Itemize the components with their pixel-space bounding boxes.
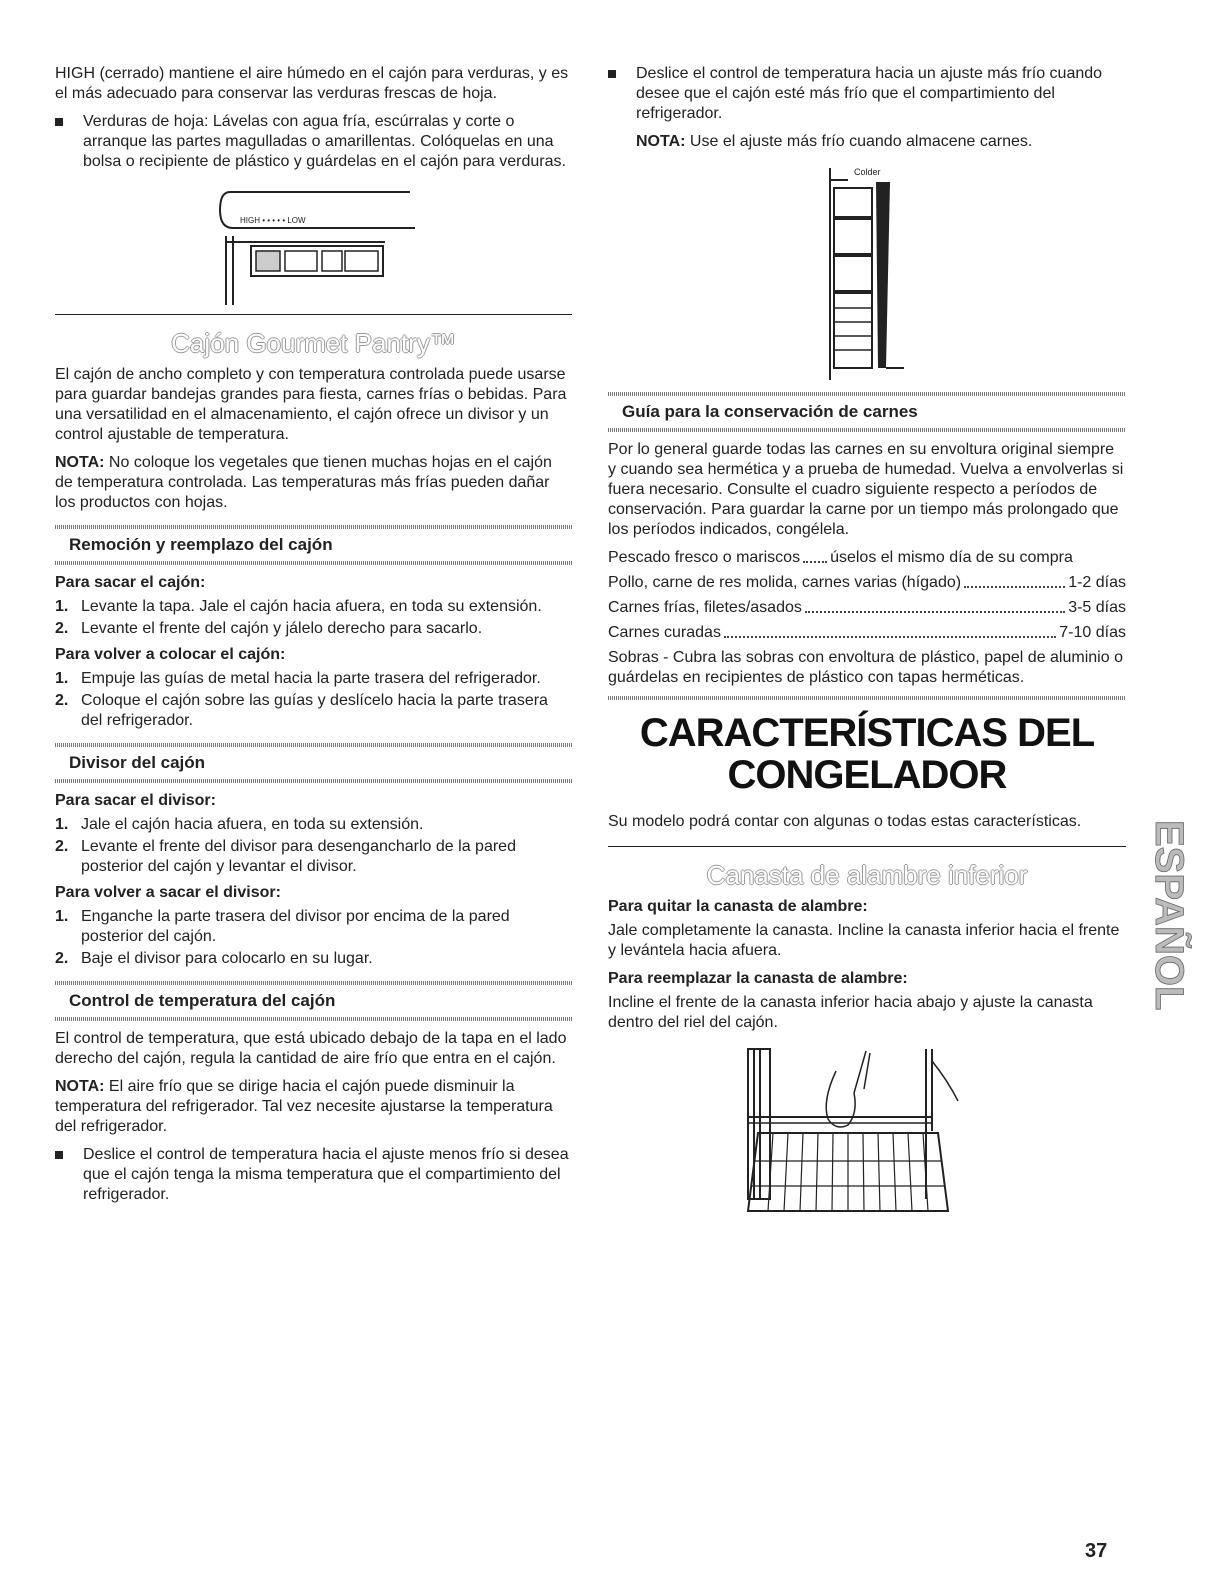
side-tab-text: ESPAÑOL [1147, 820, 1191, 1011]
list-item: 1. Enganche la parte trasera del divisor por encima de la pared posterior del cajón. [55, 908, 510, 945]
table-row: Pescado fresco o mariscos úselos el mismo día de su compra [608, 549, 1073, 566]
language-side-tab [1140, 820, 1191, 1060]
section-divider [608, 696, 1126, 700]
nota-temp [55, 1077, 572, 1137]
section-header-removal [55, 525, 572, 565]
subheading-remove-basket: Para quitar la canasta de alambre: [608, 898, 868, 915]
colder-bullet: Deslice el control de temperatura hacia un ajuste más frío cuando desee que el cajón esté más frío que el compartimiento del refrigerador. [608, 64, 1126, 124]
page-number: 37 [1085, 1540, 1108, 1562]
freezer-intro: Su modelo podrá contar con algunas o todas estas características. [608, 813, 1082, 830]
leafy-bullet: Verduras de hoja: Lávelas con agua fría, escúrralas y corte o arranque las partes magulladas o amarillentas. Colóquelas en una bolsa o recipiente de plástico y guárdelas en el cajón para verduras. [55, 112, 572, 172]
remove-steps [55, 597, 572, 639]
table-row: Pollo, carne de res molida, carnes varias (hígado) 1-2 días [608, 574, 1126, 591]
section-header-text: Control de temperatura del cajón [69, 991, 336, 1010]
nota-label: NOTA: [636, 133, 686, 150]
humidity-control-illustration [55, 180, 572, 310]
list-item: 2. Levante el frente del divisor para desengancharlo de la pared posterior del cajón y levantar el divisor. [55, 838, 516, 875]
wire-basket-title: Canasta de alambre inferior [706, 860, 1028, 890]
page-title-line2: CONGELADOR [727, 753, 1007, 797]
temp-bullet-list [55, 1145, 572, 1205]
leftovers-text: Sobras - Cubra las sobras con envoltura de plástico, papel de aluminio o guárdelas en recipientes de plástico con tapas herméticas. [608, 649, 1123, 686]
temp-text: El control de temperatura, que está ubicado debajo de la tapa en el lado derecho del cajón, regula la cantidad de aire frío que entra en el cajón. [55, 1030, 567, 1067]
subheading-remove-drawer: Para sacar el cajón: [55, 574, 206, 591]
colder-label: Colder [854, 167, 881, 177]
section-header-text: Guía para la conservación de carnes [622, 402, 918, 421]
replace-steps [55, 669, 572, 731]
section-rule [55, 314, 572, 315]
section-rule [608, 846, 1126, 847]
list-item: 1. Empuje las guías de metal hacia la parte trasera del refrigerador. [55, 670, 541, 687]
subheading-replace-divider: Para volver a sacar el divisor: [55, 884, 281, 901]
page-title [608, 712, 1126, 796]
nota-text: No coloque los vegetales que tienen muchas hojas en el cajón de temperatura controlada. Las temperaturas más frías pueden dañar los productos con hojas. [55, 454, 552, 511]
nota-text: Use el ajuste más frío cuando almacene carnes. [689, 133, 1033, 150]
nota-label: NOTA: [55, 1078, 105, 1095]
nota-gourmet [55, 453, 572, 513]
leafy-bullet-list [55, 112, 572, 172]
subheading-replace-basket: Para reemplazar la canasta de alambre: [608, 970, 908, 987]
divider-remove-steps [55, 815, 572, 877]
left-column [55, 64, 572, 1213]
nota-text: El aire frío que se dirige hacia el cajón puede disminuir la temperatura del refrigerador. Tal vez necesite ajustarse la temperatura del refrigerador. [55, 1078, 553, 1135]
remove-basket-text: Jale completamente la canasta. Incline la canasta inferior hacia el frente y levántela hacia afuera. [608, 922, 1120, 959]
right-column [608, 64, 1126, 1221]
gourmet-pantry-title: Cajón Gourmet Pantry™ [171, 328, 456, 358]
nota-meat [608, 132, 1126, 152]
list-item: 2. Levante el frente del cajón y jálelo derecho para sacarlo. [55, 620, 483, 637]
divider-replace-steps [55, 907, 572, 969]
humidity-label: HIGH • • • • • LOW [240, 216, 306, 225]
subheading-remove-divider: Para sacar el divisor: [55, 792, 216, 809]
wire-basket-illustration [608, 1041, 1126, 1221]
list-item: 2. Coloque el cajón sobre las guías y deslícelo hacia la parte trasera del refrigerador. [55, 692, 548, 729]
section-header-meat-guide [608, 392, 1126, 432]
meat-storage-table [608, 548, 1126, 643]
meat-text: Por lo general guarde todas las carnes en su envoltura original siempre y cuando sea hermética y a prueba de humedad. Vuelva a envolverlas si fuera necesario. Consulte el cuadro siguiente respecto a períodos de conservación. Para guardar la carne por un tiempo más prolongado que los períodos indicados, congélela. [608, 441, 1124, 538]
list-item: 1. Jale el cajón hacia afuera, en toda su extensión. [55, 816, 424, 833]
section-header-divider [55, 743, 572, 783]
replace-basket-text: Incline el frente de la canasta inferior hacia abajo y ajuste la canasta dentro del riel del cajón. [608, 994, 1093, 1031]
colder-bullet-list [608, 64, 1126, 124]
subheading-replace-drawer: Para volver a colocar el cajón: [55, 646, 286, 663]
page-title-line1: CARACTERÍSTICAS DEL [639, 711, 1095, 755]
temp-bullet: Deslice el control de temperatura hacia el ajuste menos frío si desea que el cajón tenga la misma temperatura que el compartimiento del refrigerador. [55, 1145, 572, 1205]
section-header-temperature [55, 981, 572, 1021]
table-row: Carnes frías, filetes/asados 3-5 días [608, 599, 1126, 616]
section-header-text: Remoción y reemplazo del cajón [69, 535, 333, 554]
gourmet-text: El cajón de ancho completo y con temperatura controlada puede usarse para guardar bandejas grandes para fiesta, carnes frías o bebidas. Para una versatilidad en el almacenamiento, el cajón ofrece un divisor y un control ajustable de temperatura. [55, 366, 567, 443]
section-header-text: Divisor del cajón [69, 753, 206, 772]
temperature-control-illustration [608, 160, 1126, 380]
nota-label: NOTA: [55, 454, 105, 471]
table-row: Carnes curadas 7-10 días [608, 624, 1126, 641]
list-item: 2. Baje el divisor para colocarlo en su lugar. [55, 950, 373, 967]
list-item: 1. Levante la tapa. Jale el cajón hacia afuera, en toda su extensión. [55, 598, 542, 615]
crisper-intro: HIGH (cerrado) mantiene el aire húmedo en el cajón para verduras, y es el más adecuado para conservar las verduras frescas de hoja. [55, 65, 569, 102]
